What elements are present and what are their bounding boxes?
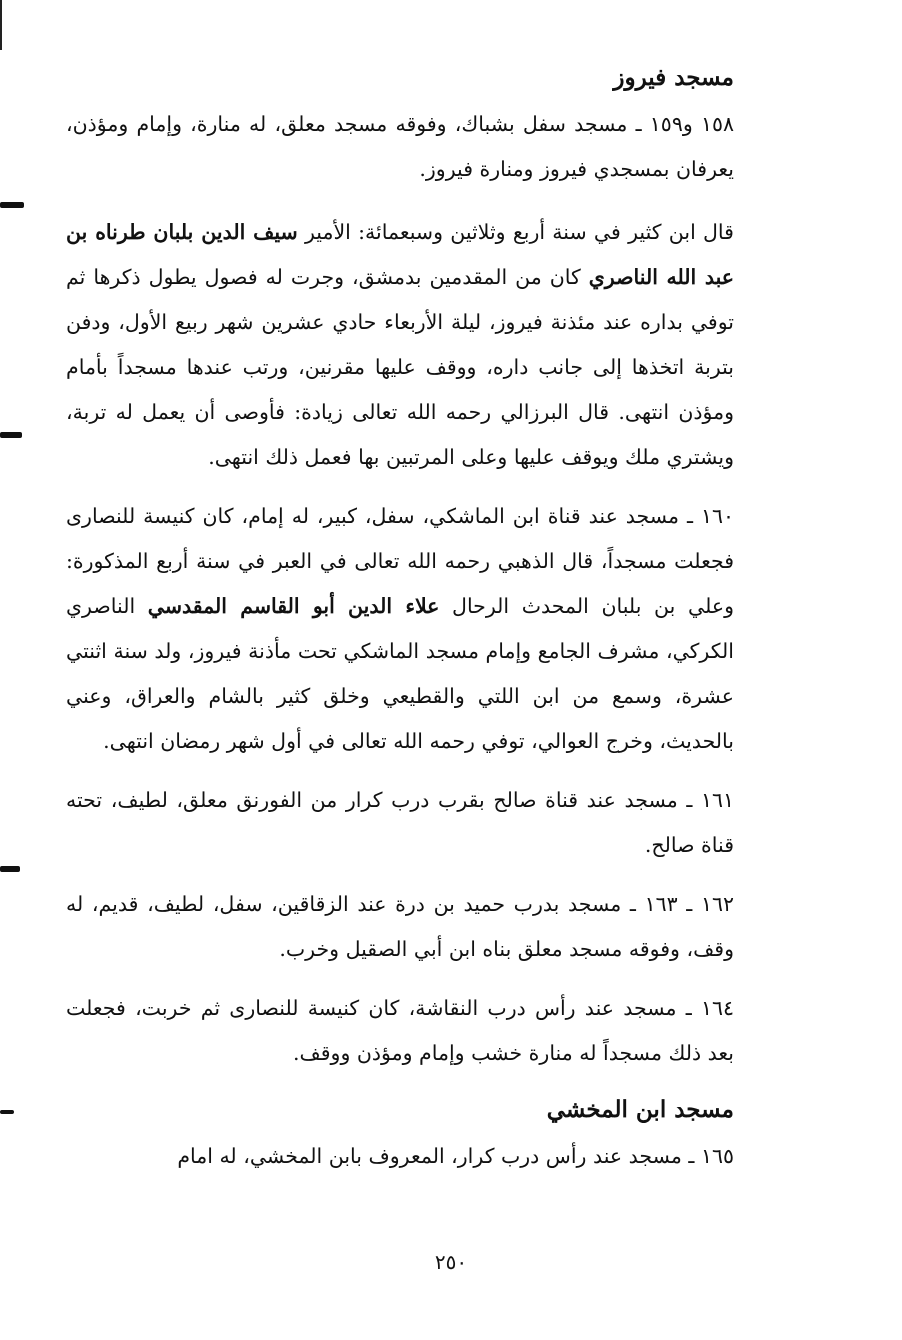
document-body: [66, 58, 734, 1193]
scan-margin-mark: [0, 1110, 14, 1114]
paragraph: [66, 210, 734, 480]
paragraph: [66, 778, 734, 868]
paragraph-text: الناصري الكركي، مشرف الجامع وإمام مسجد الماشكي تحت مأذنة فيروز، ولد سنة اثنتي عشرة، وسمع من ابن اللتي والقطيعي وخلق كثير بالشام والعراق، وعني بالحديث، وخرج العوالي، توفي رحمه الله تعالى في أول شهر رمضان انتهى.: [66, 594, 734, 753]
paragraph: [66, 1134, 734, 1179]
paragraph: [66, 494, 734, 764]
scan-margin-mark: [0, 866, 20, 872]
paragraph-text: ١٦٠ ـ مسجد عند قناة ابن الماشكي، سفل، كبير، له إمام، كان كنيسة للنصارى فجعلت مسجداً، قال الذهبي رحمه الله تعالى في العبر في سنة أربع المذكورة: وعلي بن بلبان المحدث الرحال: [66, 504, 734, 618]
paragraph-text: ١٦٤ ـ مسجد عند رأس درب النقاشة، كان كنيسة للنصارى ثم خربت، فجعلت بعد ذلك مسجداً له منارة خشب وإمام ومؤذن ووقف.: [66, 996, 734, 1065]
paragraph-text: ١٦٥ ـ مسجد عند رأس درب كرار، المعروف بابن المخشي، له امام: [177, 1144, 734, 1168]
paragraph: [66, 102, 734, 192]
bold-name-text: علاء الدين أبو القاسم المقدسي: [147, 594, 440, 618]
page-number: ٢٥٠: [434, 1250, 468, 1274]
bold-name-text: سيف الدين بلبان طرناه بن عبد الله الناصري: [66, 220, 734, 289]
scan-margin-mark: [0, 432, 22, 438]
paragraph-text: قال ابن كثير في سنة أربع وثلاثين وسبعمائة: الأمير: [297, 220, 734, 244]
section-heading: مسجد فيروز: [613, 64, 734, 91]
paragraph-text: ١٥٨ و١٥٩ ـ مسجد سفل بشباك، وفوقه مسجد معلق، له منارة، وإمام ومؤذن، يعرفان بمسجدي فيروز ومنارة فيروز.: [66, 112, 734, 181]
paragraph: [66, 986, 734, 1076]
scan-edge-line: [0, 0, 2, 50]
paragraph: [66, 882, 734, 972]
paragraph-text: كان من المقدمين بدمشق، وجرت له فصول يطول ذكرها ثم توفي بداره عند مئذنة فيروز، ليلة الأربعاء حادي عشرين شهر ربيع الأول، ودفن بتربة اتخذها إلى جانب داره، ووقف عليها مقرنين، ورتب عندها مسجداً بأمام ومؤذن انتهى. قال البرزالي رحمه الله تعالى زيادة: فأوصى أن يعمل له تربة، ويشتري ملك ويوقف عليها وعلى المرتبين بها فعمل ذلك انتهى.: [66, 265, 734, 469]
section-heading: مسجد ابن المخشي: [546, 1096, 734, 1123]
paragraph-text: ١٦١ ـ مسجد عند قناة صالح بقرب درب كرار من الفورنق معلق، لطيف، تحته قناة صالح.: [66, 788, 734, 857]
paragraph-text: ١٦٢ ـ ١٦٣ ـ مسجد بدرب حميد بن درة عند الزقاقين، سفل، لطيف، قديم، له وقف، وفوقه مسجد معلق بناه ابن أبي الصقيل وخرب.: [66, 892, 734, 961]
scan-margin-mark: [0, 202, 24, 208]
